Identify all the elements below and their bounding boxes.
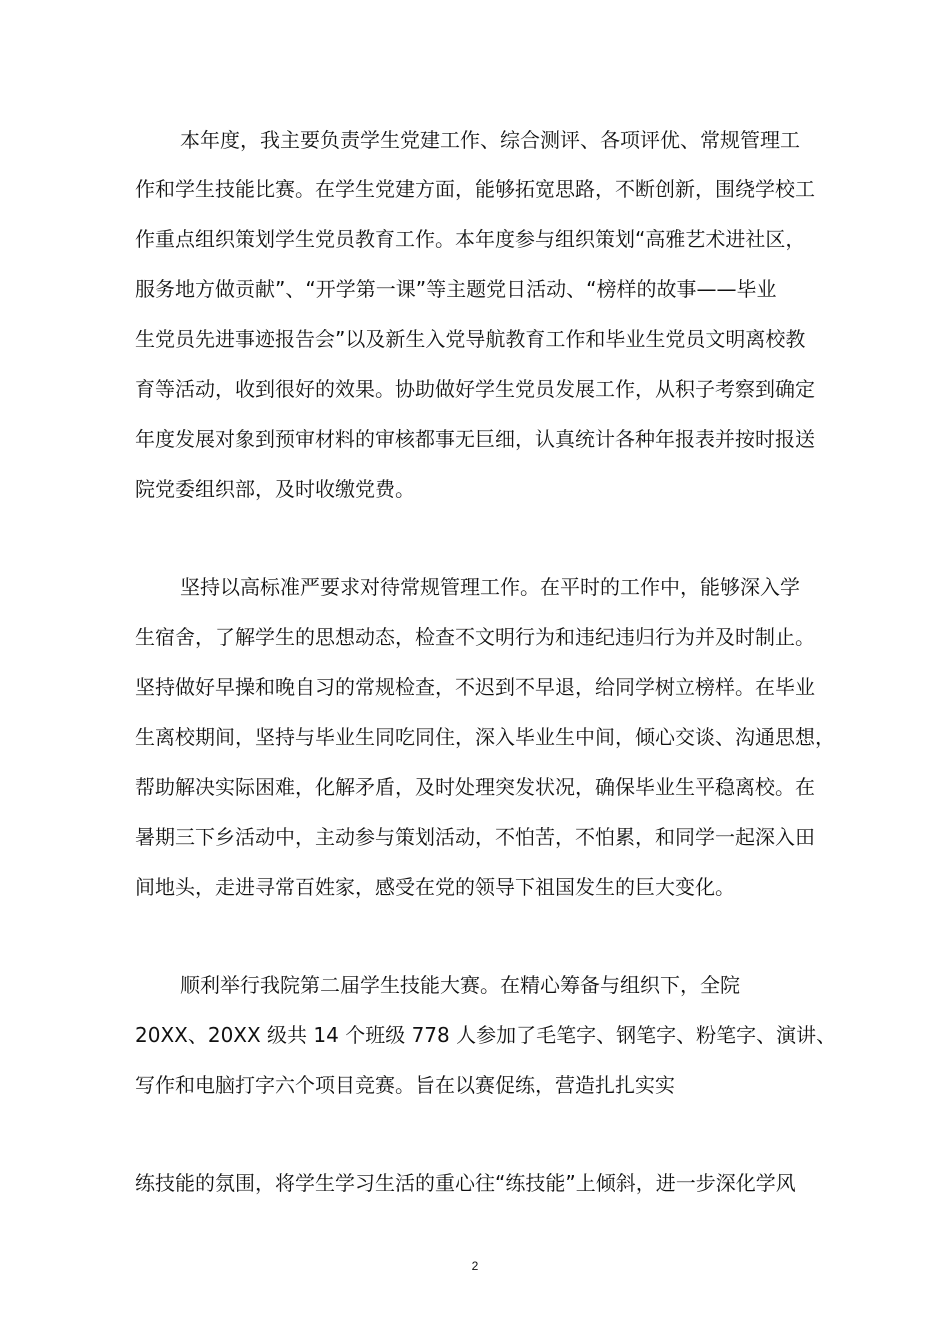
paragraph-2-line-2: 生宿舍，了解学生的思想动态，检查不文明行为和违纪违归行为并及时制止。: [135, 625, 815, 649]
paragraph-1-line-6: 育等活动，收到很好的效果。协助做好学生党员发展工作，从积子考察到确定: [135, 377, 815, 401]
paragraph-2-line-6: 暑期三下乡活动中，主动参与策划活动，不怕苦，不怕累，和同学一起深入田: [135, 825, 815, 849]
paragraph-3-line-2: 20XX、20XX 级共 14 个班级 778 人参加了毛笔字、钢笔字、粉笔字、演讲、: [135, 1023, 837, 1047]
paragraph-3-line-3: 写作和电脑打字六个项目竞赛。旨在以赛促练，营造扎扎实实: [135, 1073, 675, 1097]
paragraph-1-line-5: 生党员先进事迹报告会”以及新生入党导航教育工作和毕业生党员文明离校教: [135, 327, 806, 351]
paragraph-1-line-8: 院党委组织部，及时收缴党费。: [135, 477, 415, 501]
paragraph-2-line-3: 坚持做好早操和晚自习的常规检查，不迟到不早退，给同学树立榜样。在毕业: [135, 675, 815, 699]
paragraph-2-line-4: 生离校期间，坚持与毕业生同吃同住，深入毕业生中间，倾心交谈、沟通思想，: [135, 725, 835, 749]
paragraph-1-line-4: 服务地方做贡献”、“开学第一课”等主题党日活动、“榜样的故事——毕业: [135, 277, 777, 301]
paragraph-3-line-1: 顺利举行我院第二届学生技能大赛。在精心筹备与组织下，全院: [180, 973, 740, 997]
paragraph-4-line-1: 练技能的氛围，将学生学习生活的重心往“练技能”上倾斜，进一步深化学风: [135, 1171, 796, 1195]
paragraph-2-line-7: 间地头，走进寻常百姓家，感受在党的领导下祖国发生的巨大变化。: [135, 875, 735, 899]
paragraph-1-line-2: 作和学生技能比赛。在学生党建方面，能够拓宽思路，不断创新，围绕学校工: [135, 177, 815, 201]
paragraph-1-line-3: 作重点组织策划学生党员教育工作。本年度参与组织策划“高雅艺术进社区，: [135, 227, 806, 251]
paragraph-1-line-7: 年度发展对象到预审材料的审核都事无巨细，认真统计各种年报表并按时报送: [135, 427, 815, 451]
paragraph-2-line-5: 帮助解决实际困难，化解矛盾，及时处理突发状况，确保毕业生平稳离校。在: [135, 775, 815, 799]
paragraph-2-line-1: 坚持以高标准严要求对待常规管理工作。在平时的工作中，能够深入学: [180, 575, 800, 599]
paragraph-1-line-1: 本年度，我主要负责学生党建工作、综合测评、各项评优、常规管理工: [180, 128, 800, 152]
page-number: 2: [471, 1259, 479, 1273]
